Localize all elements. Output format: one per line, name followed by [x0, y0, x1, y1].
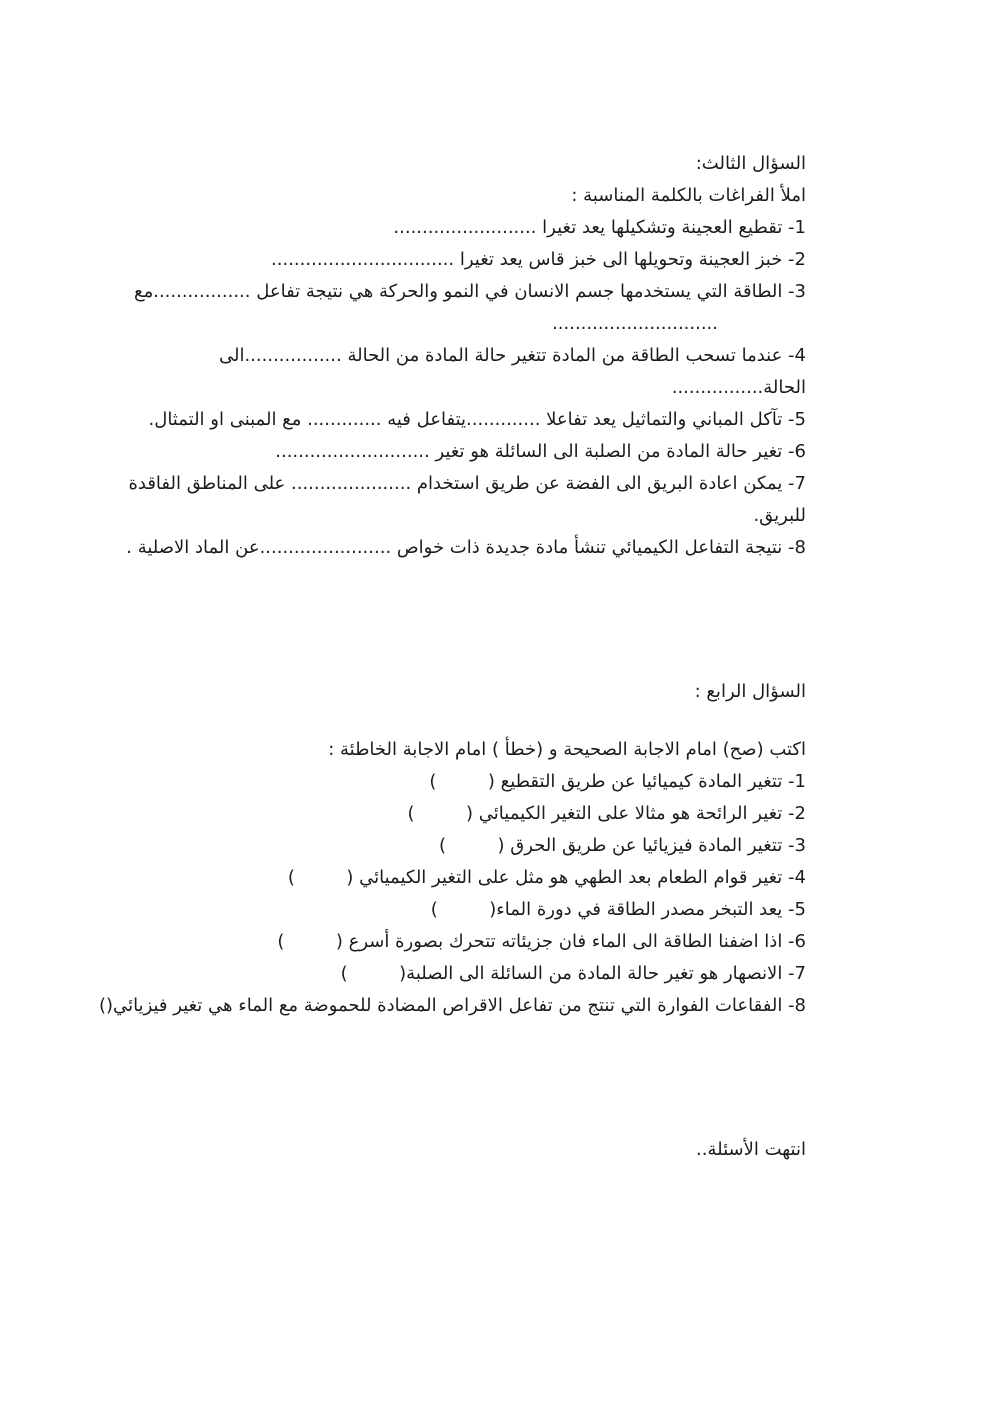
s4-item-1: 1- تتغير المادة كيميائيا عن طريق التقطيع ( ) — [429, 771, 806, 792]
section-four-instruction: اكتب (صح) امام الاجابة الصحيحة و (خطأ ) امام الاجابة الخاطئة : — [328, 739, 806, 760]
s3-item-2: 2- خبز العجينة وتحويلها الى خبز قاس يعد تغيرا ................................ — [271, 249, 806, 270]
section-four-title: السؤال الرابع : — [694, 681, 806, 702]
s4-item-3: 3- تتغير المادة فيزيائيا عن طريق الحرق ( ) — [439, 835, 806, 856]
end-of-questions-note: انتهت الأسئلة.. — [696, 1139, 806, 1160]
s4-item-4: 4- تغير قوام الطعام بعد الطهي هو مثل على التغير الكيميائي ( ) — [287, 867, 806, 888]
s3-item-4-continuation: الحالة................ — [671, 377, 806, 398]
s3-item-7: 7- يمكن اعادة البريق الى الفضة عن طريق استخدام ..................... على المناطق الفاقدة — [128, 473, 806, 494]
s3-item-7-continuation: للبريق. — [753, 505, 806, 526]
s3-item-3: 3- الطاقة التي يستخدمها جسم الانسان في النمو والحركة هي نتيجة تفاعل .................مع — [134, 281, 806, 302]
s3-item-8: 8- نتيجة التفاعل الكيميائي تنشأ مادة جديدة ذات خواص .......................عن الماد الاصلية . — [126, 537, 806, 558]
section-three-title: السؤال الثالث: — [695, 153, 806, 174]
section-four — [80, 676, 806, 1022]
s4-item-5: 5- يعد التبخر مصدر الطاقة في دورة الماء( ) — [430, 899, 806, 920]
s3-item-4: 4- عندما تسحب الطاقة من المادة تتغير حالة المادة من الحالة .................الى — [218, 345, 806, 366]
s4-item-7: 7- الانصهار هو تغير حالة المادة من السائلة الى الصلبة( ) — [340, 963, 806, 984]
s4-item-2: 2- تغير الرائحة هو مثالا على التغير الكيميائي ( ) — [407, 803, 806, 824]
s3-item-1: 1- تقطيع العجينة وتشكيلها يعد تغيرا ......................... — [393, 217, 806, 238]
section-three-instruction: املأ الفراغات بالكلمة المناسبة : — [571, 185, 806, 206]
s3-item-6: 6- تغير حالة المادة من الصلبة الى السائلة هو تغير ........................... — [275, 441, 806, 462]
s3-item-3-continuation: ............................. — [552, 313, 718, 334]
s4-item-6: 6- اذا اضفنا الطاقة الى الماء فان جزيئاته تتحرك بصورة أسرع ( ) — [277, 931, 806, 952]
s4-item-8: 8- الفقاعات الفوارة التي تنتج من تفاعل الاقراص المضادة للحموضة مع الماء هي تغير فيزيائي() — [99, 995, 806, 1016]
s3-item-5: 5- تآكل المباني والتماثيل يعد تفاعلا .............يتفاعل فيه ............. مع المبنى او التمثال. — [148, 409, 806, 430]
section-three — [80, 148, 806, 564]
